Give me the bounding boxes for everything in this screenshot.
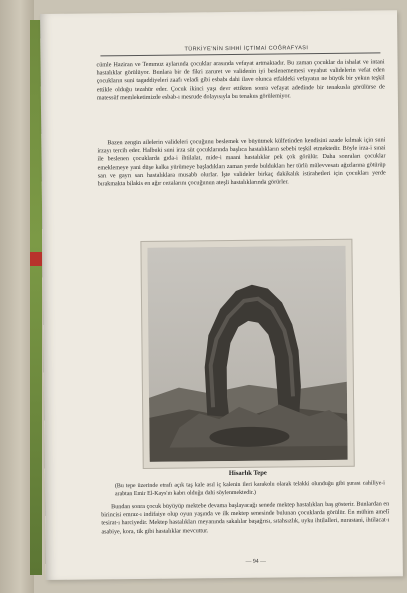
photo-figure — [140, 239, 354, 469]
running-head: TÜRKİYE'NİN SIHHİ İÇTİMAİ COĞRAFYASI — [184, 45, 309, 53]
book-page — [40, 10, 403, 580]
cover-red-mark — [30, 252, 42, 266]
paragraph-3: Bundan sonra çocuk büyüyüp mektebe devama başlayacağı senede mektep hastalıkları baş gösterir. Bunlardan en birincisi emraz-ı indifaiye olup oyun yaşında ve ilk mektep senesinde bulunan çocuklarda görülür. En mühim amelî tesirat-ı harciyedir. Mektep hastalıkları meyanında sakalılar başağrısı, sıtahsızlık, uyku ihtilalleri, nurastani, ihtilacat-ı asabiye, kora, tik gibi hastalıklar mevcuttur. — [101, 501, 390, 535]
paragraph-2: Bazen zengin ailelerin valideleri çocuğunu beslemek ve büyütmek külfetinden kendisini azade kılmak için suni irzayı tercih eder. Halbuki suni irza süt çocuklarında başlıca hastalıkların sebebi teşkil etmektedir. Böyle irza-i sınai ile beslenen çocuklarda gıda-i ihtilalat, mide-i maani hastalıklar pek çok görülür. Daha sonraları çocuklar emeklemeye yani düşe kalka yürümeye başladıkları zaman yerde buldukları her türlü mülevvesatı ağızlarına götürüp sarı ve gayrı sarı hastalıklara musabb olurlar. İşte valideler birkaç dakikalık istirahetleri için çocukları yerde bırakmakta bilakis en ağır cezalarını çocuğunun ateşli hastalıklarında görürler. — [97, 137, 386, 188]
figure-note: (Bu tepe üzerinde etrafı açık taş kale asıl iç kalenin ileri karakolu olarak telakki olunduğu gibi şurası cahiliye-i arabtan Emir El-Kays'ın kabrı olduğu dahi söylenmektedir.) — [114, 480, 385, 498]
paragraph-1: cümle Haziran ve Temmuz aylarında çocuklar arasında vefayat artmaktadır. Bu zaman çocuklar da ishalat ve intani hastalıklar görülüyor. Bunlara bir de fikri zaruret ve validenin iyi beslenememesi veyahut validelerin vefat eden çocukların suni tagaddiyeleri zaafı veladi gibi esbabı dahi ilave olunca etfaldeki vefayatın ne büyük bir yekun teşkil ettikle olduğu tezahür eder. Çocuk ikinci yaşı devr ettikten sonra vefayat adedinde bir tenakusla görülürse de matessüf memleketimizde esbab-ı mesrude dolayısıyla bu tenakus görülemiyor. — [96, 59, 385, 102]
page-number: — 94 — — [245, 558, 266, 565]
ruined-arch-illustration — [147, 246, 347, 462]
header-rule — [100, 52, 380, 56]
figure-caption: Hisarlık Tepe — [228, 469, 267, 478]
book-spine-shadow — [0, 0, 34, 593]
ruined-arch-photo — [147, 246, 347, 462]
